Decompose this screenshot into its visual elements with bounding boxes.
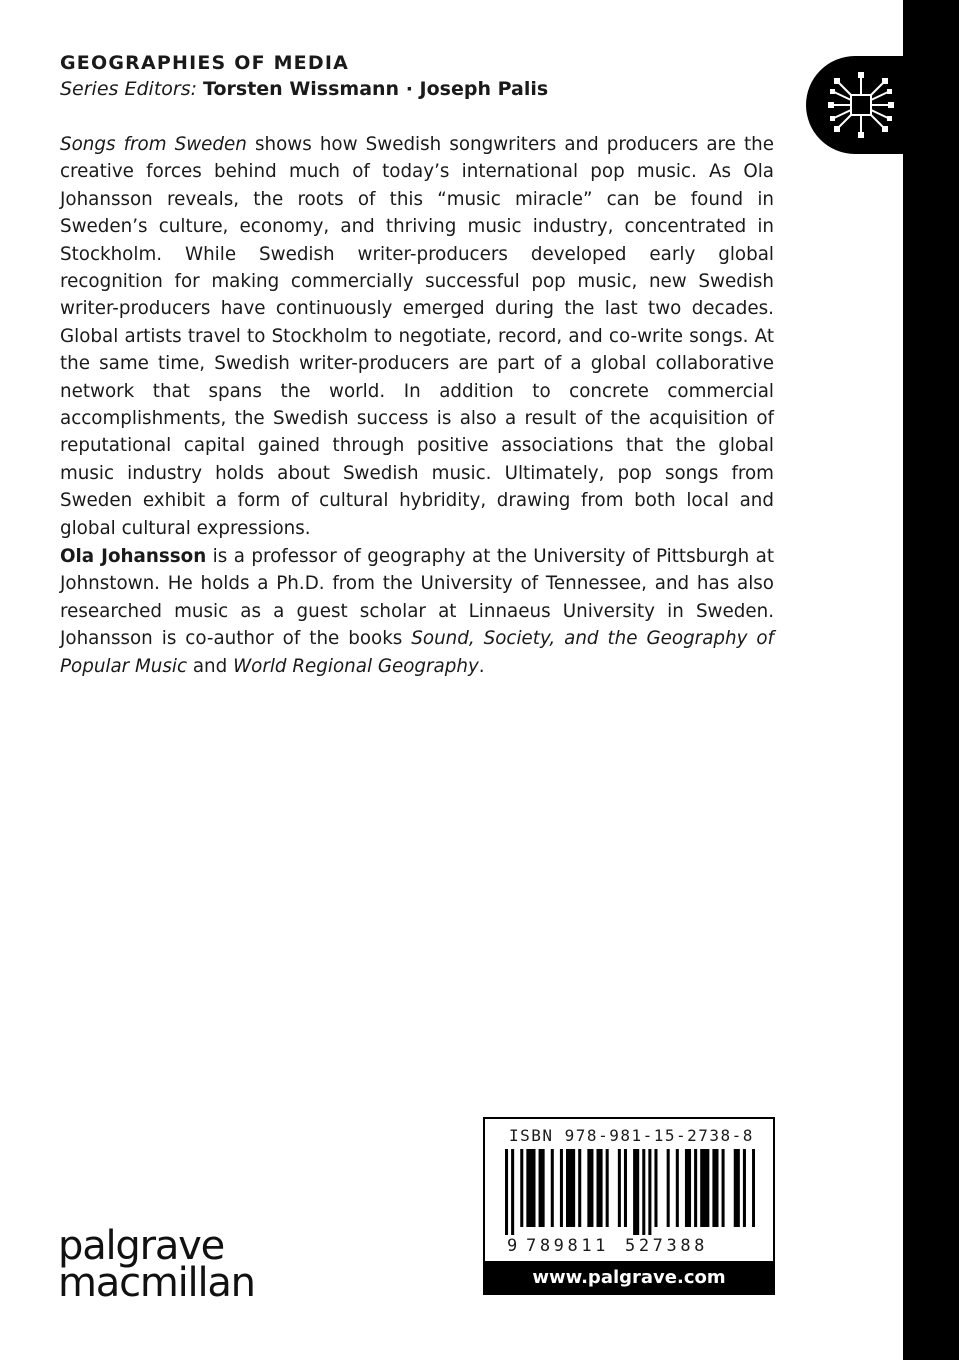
barcode-bar xyxy=(654,1149,657,1227)
author-bio-text: is a professor of geography at the University of Pittsburgh at Johnstown. He holds a Ph.D. from the University of Tennessee, and has also researched music as a guest scholar at Linnaeus University in Sweden. Johansson is co-author of the books xyxy=(60,546,775,650)
barcode-bar xyxy=(587,1149,593,1227)
barcode-bar xyxy=(551,1149,554,1227)
series-editors xyxy=(60,78,548,100)
book-title: Songs from Sweden xyxy=(60,134,247,155)
publisher-line-2: macmillan xyxy=(58,1260,255,1306)
barcode-digits-group-2: 527388 xyxy=(625,1236,709,1256)
barcode-bar xyxy=(676,1149,679,1227)
barcode-bar xyxy=(539,1149,545,1227)
barcode-bar xyxy=(566,1149,575,1227)
barcode-bar xyxy=(685,1149,691,1227)
barcode-bar xyxy=(526,1149,535,1227)
barcode-bar xyxy=(700,1149,709,1227)
author-bio xyxy=(60,543,774,680)
barcode-bar xyxy=(642,1149,645,1235)
publisher-website[interactable]: www.palgrave.com xyxy=(483,1261,775,1295)
barcode-bar xyxy=(597,1149,603,1227)
barcode-bar xyxy=(624,1149,627,1227)
barcode-bars xyxy=(505,1149,755,1235)
palgrave-network-icon xyxy=(818,62,904,148)
barcode-bar xyxy=(578,1149,581,1227)
barcode-bar xyxy=(560,1149,563,1227)
isbn-label: ISBN 978-981-15-2738-8 xyxy=(509,1126,754,1145)
author-book-2: World Regional Geography xyxy=(233,655,479,677)
publisher-line-1: palgrave xyxy=(58,1223,225,1269)
series-title: GEOGRAPHIES OF MEDIA xyxy=(60,52,350,74)
author-book-1: Sound, Society, and the Geography of Popular Music xyxy=(60,628,774,677)
barcode-bar xyxy=(648,1149,651,1235)
barcode-bar xyxy=(520,1149,523,1227)
book-description xyxy=(60,131,774,542)
barcode-bar xyxy=(694,1149,697,1227)
isbn-barcode xyxy=(483,1117,775,1263)
author-name: Ola Johansson xyxy=(60,546,207,567)
barcode-bar xyxy=(722,1149,725,1227)
publisher-logo xyxy=(58,1223,255,1306)
series-editors-label: Series Editors: xyxy=(60,78,197,100)
author-bio-conjunction: and xyxy=(192,655,228,677)
barcode-digits-group-1: 789811 xyxy=(526,1236,610,1256)
series-editors-names: Torsten Wissmann · Joseph Palis xyxy=(203,78,549,100)
book-description-text: shows how Swedish songwriters and producers are the creative forces behind much of today’s international pop music. As Ola Johansson reveals, the roots of this “music miracle” can be found in Sweden’s culture, economy, and thriving music industry, concentrated in Stockholm. While Swedish writer-producers developed early global recognition for making commercially successful pop music, new Swedish writer-producers have continuously emerged during the last two decades. Global artists travel to Stockholm to negotiate, record, and co-write songs. At the same time, Swedish writer-producers are part of a global collaborative network that spans the world. In addition to concrete commercial accomplishments, the Swedish success is also a result of the acquisition of reputational capital gained through positive associations that the global music industry holds about Swedish music. Ultimately, pop songs from Sweden exhibit a form of cultural hybridity, drawing from both local and global cultural expressions. xyxy=(60,134,774,539)
barcode-digit-lead: 9 xyxy=(507,1236,518,1256)
barcode-bar xyxy=(743,1149,746,1227)
barcode-bar xyxy=(606,1149,609,1227)
barcode-bar xyxy=(511,1149,514,1235)
barcode-bar xyxy=(505,1149,508,1235)
author-bio-end: . xyxy=(478,655,485,677)
barcode-bar xyxy=(734,1149,740,1227)
palgrave-logo-tab xyxy=(806,56,916,154)
book-spine xyxy=(903,0,959,1360)
barcode-bar xyxy=(712,1149,718,1227)
barcode-bar xyxy=(633,1149,639,1235)
barcode-bar xyxy=(752,1149,755,1227)
barcode-bar xyxy=(618,1149,621,1227)
barcode-bar xyxy=(667,1149,670,1227)
